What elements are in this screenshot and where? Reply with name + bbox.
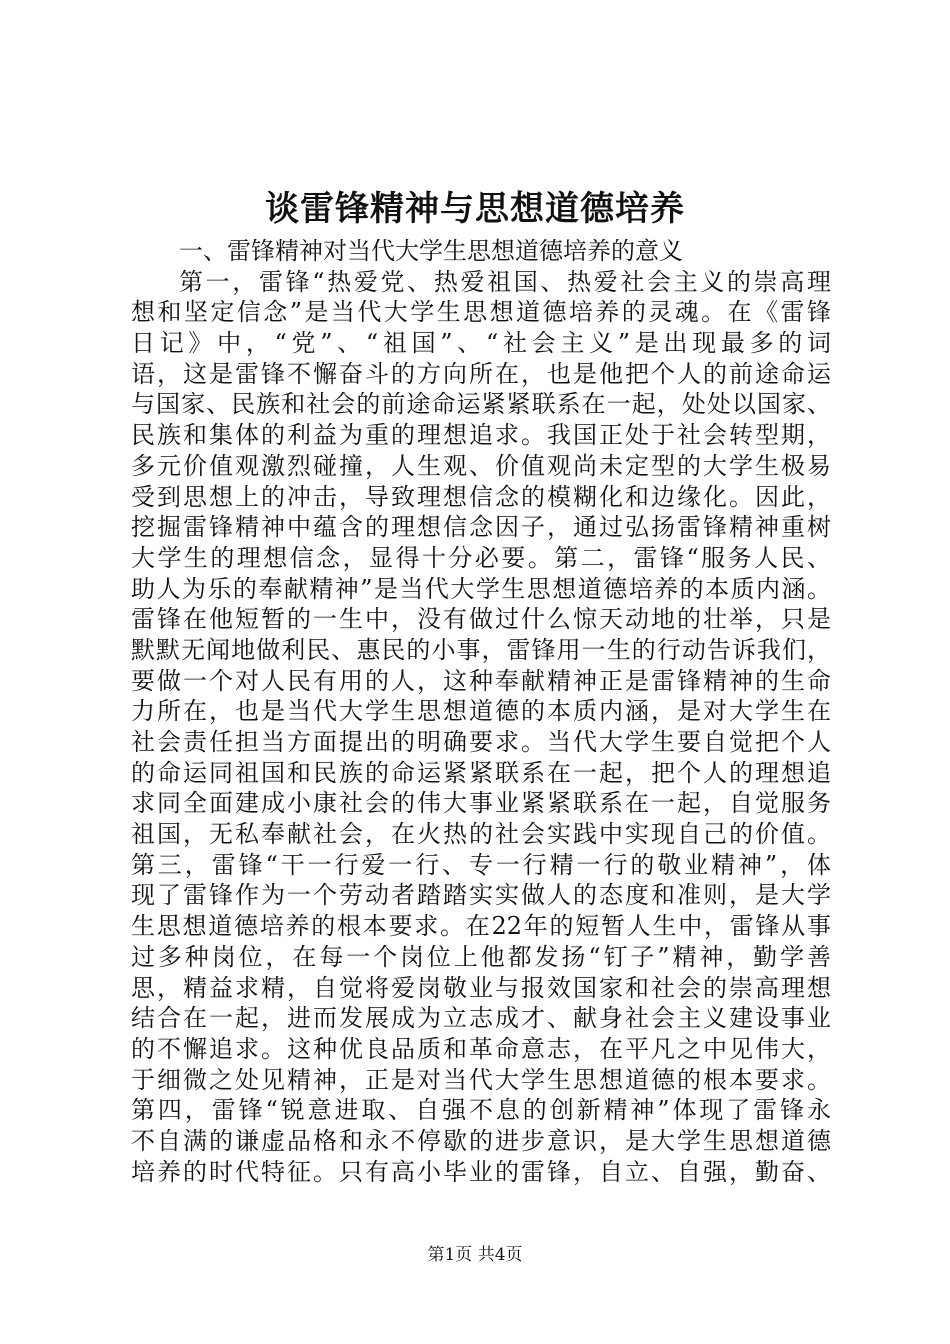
paragraph-line: 的命运同祖国和民族的命运紧紧联系在一起，把个人的理想追 [131, 758, 831, 787]
paragraph-line: 与国家、民族和社会的前途命运紧紧联系在一起，处处以国家、 [131, 390, 831, 419]
paragraph-line: 第一，雷锋“热爱党、热爱祖国、热爱社会主义的崇高理 [179, 267, 831, 296]
paragraph-line: 祖国，无私奉献社会，在火热的社会实践中实现自己的价值。 [131, 820, 831, 849]
paragraph-line: 日记》中，“党”、“祖国”、“社会主义”是出现最多的词 [131, 329, 831, 358]
paragraph-line: 培养的时代特征。只有高小毕业的雷锋，自立、自强，勤奋、 [131, 1157, 831, 1186]
paragraph-line: 社会责任担当方面提出的明确要求。当代大学生要自觉把个人 [131, 728, 831, 756]
paragraph-line: 求同全面建成小康社会的伟大事业紧紧联系在一起，自觉服务 [131, 789, 831, 818]
paragraph-line: 受到思想上的冲击，导致理想信念的模糊化和边缘化。因此， [131, 482, 831, 511]
paragraph-line: 助人为乐的奉献精神”是当代大学生思想道德培养的本质内涵。 [131, 574, 831, 603]
paragraph-line: 多元价值观激烈碰撞，人生观、价值观尚未定型的大学生极易 [131, 451, 831, 480]
document-body [131, 236, 831, 1187]
paragraph-line: 于细微之处见精神，正是对当代大学生思想道德的根本要求。 [131, 1065, 831, 1094]
paragraph-line: 结合在一起，进而发展成为立志成才、献身社会主义建设事业 [131, 1004, 831, 1033]
paragraph-line: 想和坚定信念”是当代大学生思想道德培养的灵魂。在《雷锋 [131, 298, 831, 327]
paragraph-line: 现了雷锋作为一个劳动者踏踏实实做人的态度和准则，是大学 [131, 881, 831, 910]
paragraph-line: 大学生的理想信念，显得十分必要。第二，雷锋“服务人民、 [131, 543, 831, 572]
document-title: 谈雷锋精神与思想道德培养 [265, 189, 685, 229]
paragraph-line: 过多种岗位，在每一个岗位上他都发扬“钉子”精神，勤学善 [131, 942, 831, 971]
paragraph-line: 生思想道德培养的根本要求。在22年的短暂人生中，雷锋从事 [131, 912, 831, 941]
paragraph-line: 民族和集体的利益为重的理想追求。我国正处于社会转型期， [131, 421, 831, 450]
paragraph-line: 思，精益求精，自觉将爱岗敬业与报效国家和社会的崇高理想 [131, 973, 831, 1002]
paragraph-line: 的不懈追求。这种优良品质和革命意志，在平凡之中见伟大， [131, 1034, 831, 1063]
paragraph-line: 要做一个对人民有用的人，这种奉献精神正是雷锋精神的生命 [131, 666, 831, 695]
page-number-footer: 第1页 共4页 [427, 1245, 523, 1265]
paragraph-line: 雷锋在他短暂的一生中，没有做过什么惊天动地的壮举，只是 [131, 605, 831, 634]
paragraph-line: 挖掘雷锋精神中蕴含的理想信念因子，通过弘扬雷锋精神重树 [131, 513, 831, 542]
paragraph-line: 第四，雷锋“锐意进取、自强不息的创新精神”体现了雷锋永 [131, 1096, 831, 1125]
paragraph-line: 第三，雷锋“干一行爱一行、专一行精一行的敬业精神”，体 [131, 850, 831, 879]
paragraph-line: 不自满的谦虚品格和永不停歇的进步意识，是大学生思想道德 [131, 1126, 831, 1155]
paragraph-line: 默默无闻地做利民、惠民的小事，雷锋用一生的行动告诉我们， [131, 635, 831, 664]
section-heading: 一、雷锋精神对当代大学生思想道德培养的意义 [179, 237, 683, 265]
paragraph-line: 力所在，也是当代大学生思想道德的本质内涵，是对大学生在 [131, 697, 831, 726]
paragraph-line: 语，这是雷锋不懈奋斗的方向所在，也是他把个人的前途命运 [131, 359, 831, 388]
